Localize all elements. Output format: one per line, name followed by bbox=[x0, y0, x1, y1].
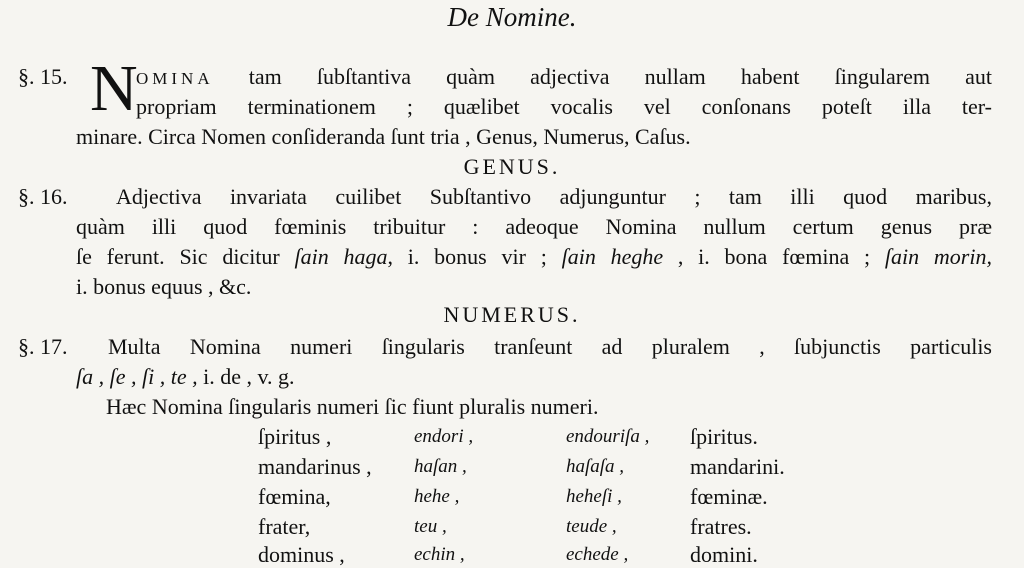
genus-heading: GENUS. bbox=[463, 154, 561, 179]
table-cell: echede , bbox=[566, 544, 629, 565]
section-15-line-3: minare. Circa Nomen conſideranda ſunt tria , Genus, Numerus, Caſus. bbox=[76, 124, 691, 149]
table-cell: hehe , bbox=[414, 486, 460, 507]
numerus-heading: NUMERUS. bbox=[443, 302, 581, 327]
section-15-line-1 bbox=[136, 64, 992, 90]
table-cell: dominus , bbox=[258, 542, 345, 567]
table-cell: fœmina, bbox=[258, 484, 331, 509]
table-cell: haſaſa , bbox=[566, 456, 625, 477]
section-17-intro: Hæc Nomina ſingularis numeri ſic fiunt pluralis numeri. bbox=[106, 394, 599, 419]
section-15-line-2: propriam terminationem ; quælibet vocalis vel conſonans poteſt illa ter- bbox=[136, 94, 992, 119]
section-17-line-2 bbox=[76, 364, 295, 390]
italic-particles: ſa , ſe , ſi , te , bbox=[76, 364, 198, 389]
italic-term: ſain morin, bbox=[884, 244, 992, 269]
section-number-15: §. 15. bbox=[18, 64, 68, 89]
section-17-line-1: Multa Nomina numeri ſingularis tranſeunt ad pluralem , ſubjunctis particulis bbox=[108, 334, 992, 359]
section-16-line-3 bbox=[76, 244, 992, 270]
section-number-16: §. 16. bbox=[18, 184, 68, 209]
table-cell: fratres. bbox=[690, 514, 752, 539]
table-cell: teu , bbox=[414, 516, 447, 537]
table-cell: mandarini. bbox=[690, 454, 785, 479]
table-cell: heheſi , bbox=[566, 486, 622, 507]
section-number-17: §. 17. bbox=[18, 334, 68, 359]
italic-term: ſain heghe bbox=[561, 244, 664, 269]
table-cell: endori , bbox=[414, 426, 474, 447]
text-run: i. de , v. g. bbox=[197, 364, 295, 389]
page-title: De Nomine. bbox=[447, 2, 577, 32]
table-cell: haſan , bbox=[414, 456, 467, 477]
text-run: , i. bonus vir ; bbox=[387, 244, 562, 269]
section-16-line-4: i. bonus equus , &c. bbox=[76, 274, 252, 299]
text-run: , i. bona fœmina ; bbox=[663, 244, 885, 269]
table-cell: mandarinus , bbox=[258, 454, 372, 479]
drop-cap-letter: N bbox=[90, 52, 138, 125]
italic-term: ſain haga bbox=[294, 244, 388, 269]
text-run: ſe ferunt. Sic dicitur bbox=[76, 244, 295, 269]
table-cell: fœminæ. bbox=[690, 484, 768, 509]
small-caps-word: OMINA bbox=[136, 69, 214, 88]
table-cell: ſpiritus. bbox=[690, 424, 758, 449]
table-cell: frater, bbox=[258, 514, 311, 539]
section-16-line-1: Adjectiva invariata cuilibet Subſtantivo adjunguntur ; tam illi quod maribus, bbox=[116, 184, 992, 209]
table-cell: domini. bbox=[690, 542, 758, 567]
table-cell: endouriſa , bbox=[566, 426, 650, 447]
section-15-line-1-text: tam ſubſtantiva quàm adjectiva nullam habent ſingularem aut bbox=[213, 64, 992, 89]
table-cell: echin , bbox=[414, 544, 465, 565]
section-16-line-2: quàm illi quod fœminis tribuitur : adeoque Nomina nullum certum genus præ bbox=[76, 214, 992, 239]
table-cell: teude , bbox=[566, 516, 617, 537]
table-cell: ſpiritus , bbox=[258, 424, 332, 449]
